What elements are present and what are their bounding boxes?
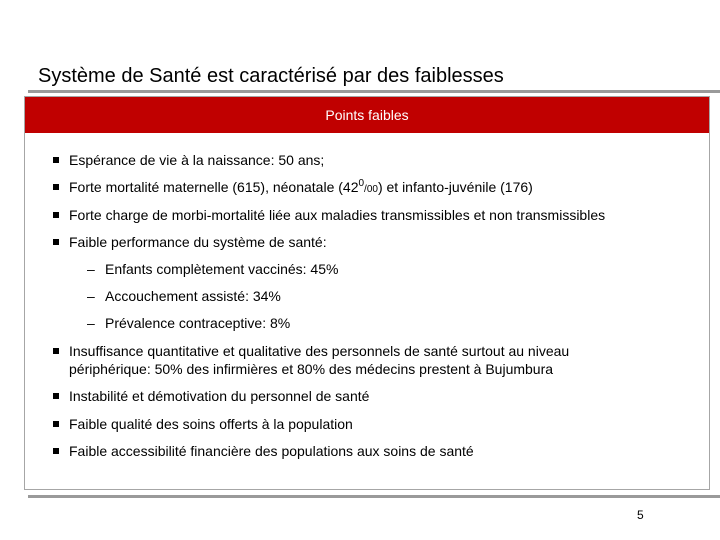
bottom-divider xyxy=(28,495,720,498)
dash-marker: – xyxy=(87,288,95,304)
banner: Points faibles xyxy=(25,97,709,133)
bullet-text-prefix: Forte mortalité maternelle (615), néonatale (42 xyxy=(69,179,359,195)
sub-bullet-text: Enfants complètement vaccinés: 45% xyxy=(105,261,339,277)
bullet-text: Insuffisance quantitative et qualitative des personnels de santé surtout au niveau périphérique: 50% des infirmières et 80% des médecins prestent à Bujumbura xyxy=(69,343,570,377)
bullet-item xyxy=(53,233,327,251)
bullet-item xyxy=(53,178,533,199)
per-mille-fraction: /00 xyxy=(364,184,378,195)
bullet-square-icon xyxy=(53,157,59,163)
bullet-text: Forte charge de morbi-mortalité liée aux maladies transmissibles et non transmissibles xyxy=(69,207,606,223)
bullet-item xyxy=(53,442,474,460)
sub-bullet-item xyxy=(87,314,290,332)
dash-marker: – xyxy=(87,261,95,277)
bullet-item xyxy=(53,151,324,169)
bullet-square-icon xyxy=(53,393,59,399)
sub-bullet-item xyxy=(87,287,281,305)
bullet-square-icon xyxy=(53,184,59,190)
sub-bullet-text: Accouchement assisté: 34% xyxy=(105,288,281,304)
bullet-square-icon xyxy=(53,448,59,454)
sub-bullet-item xyxy=(87,260,338,278)
bullet-text: Espérance de vie à la naissance: 50 ans; xyxy=(69,152,325,168)
bullet-item xyxy=(53,342,653,378)
slide-title: Système de Santé est caractérisé par des faiblesses xyxy=(38,65,504,87)
per-mille-superscript: 0 xyxy=(358,178,365,189)
bullet-square-icon xyxy=(53,421,59,427)
bullet-item xyxy=(53,387,369,405)
bullet-text: Faible accessibilité financière des populations aux soins de santé xyxy=(69,443,474,459)
bullet-item xyxy=(53,415,353,433)
content-box xyxy=(24,96,710,490)
bullet-square-icon xyxy=(53,348,59,354)
dash-marker: – xyxy=(87,315,95,331)
bullet-square-icon xyxy=(53,239,59,245)
bullet-text: Faible qualité des soins offerts à la population xyxy=(69,416,353,432)
sub-bullet-text: Prévalence contraceptive: 8% xyxy=(105,315,291,331)
title-divider xyxy=(28,90,720,93)
bullet-text-suffix: ) et infanto-juvénile (176) xyxy=(377,179,533,195)
bullet-square-icon xyxy=(53,212,59,218)
bullet-text xyxy=(69,178,533,199)
page-number: 5 xyxy=(637,508,644,522)
bullet-item xyxy=(53,206,605,224)
bullet-text: Faible performance du système de santé: xyxy=(69,234,327,250)
bullet-text: Instabilité et démotivation du personnel de santé xyxy=(69,388,370,404)
